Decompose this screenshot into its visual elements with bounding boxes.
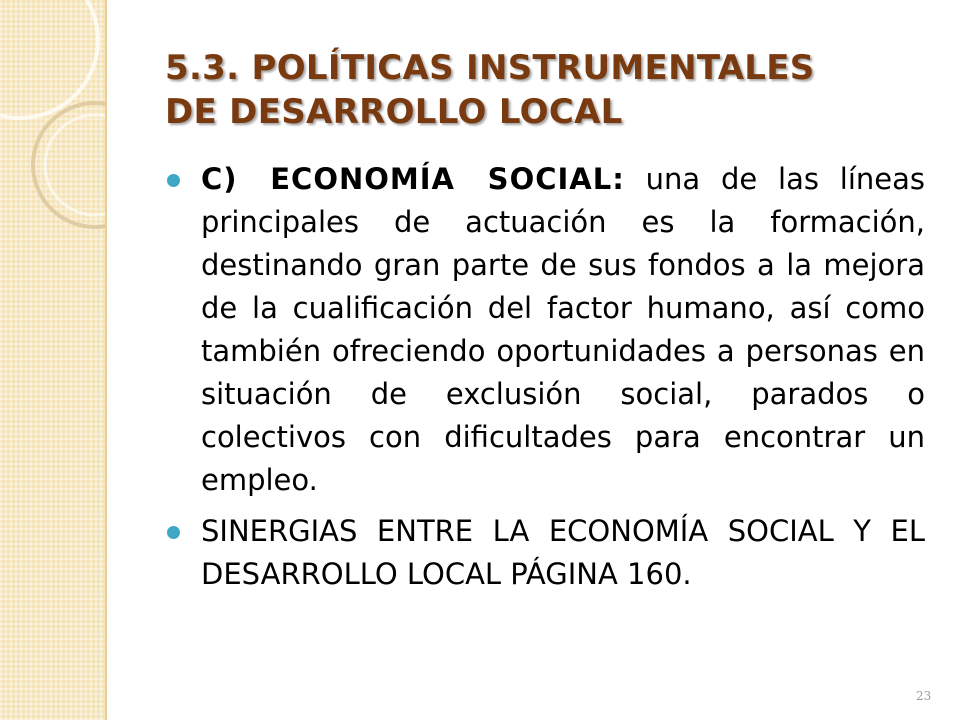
bullet-lead: C) ECONOMÍA SOCIAL: — [201, 162, 625, 196]
decorative-circles — [0, 0, 105, 720]
page-number: 23 — [916, 689, 932, 703]
bullet-dot-icon — [167, 526, 180, 539]
bullet-item-sinergias — [165, 510, 925, 596]
bullet-dot-icon — [167, 174, 180, 187]
decorative-sidebar — [0, 0, 107, 720]
bullet-text: SINERGIAS ENTRE LA ECONOMÍA SOCIAL Y EL DESARROLLO LOCAL PÁGINA 160. — [201, 514, 925, 591]
bullet-text: una de las líneas principales de actuación es la formación, destinando gran parte de sus fondos a la mejora de la cualificación del factor humano, así como también ofreciendo oportunidades a personas en situación de exclusión social, parados o colectivos con dificultades para encontrar un empleo. — [201, 162, 925, 497]
slide-content — [165, 158, 925, 604]
bullet-item-economia-social — [165, 158, 925, 502]
slide-title-line-1: 5.3. POLÍTICAS INSTRUMENTALES — [165, 48, 815, 88]
bullet-paragraph — [201, 158, 925, 502]
slide-title-line-2: DE DESARROLLO LOCAL — [165, 92, 623, 132]
slide-title — [165, 46, 925, 134]
